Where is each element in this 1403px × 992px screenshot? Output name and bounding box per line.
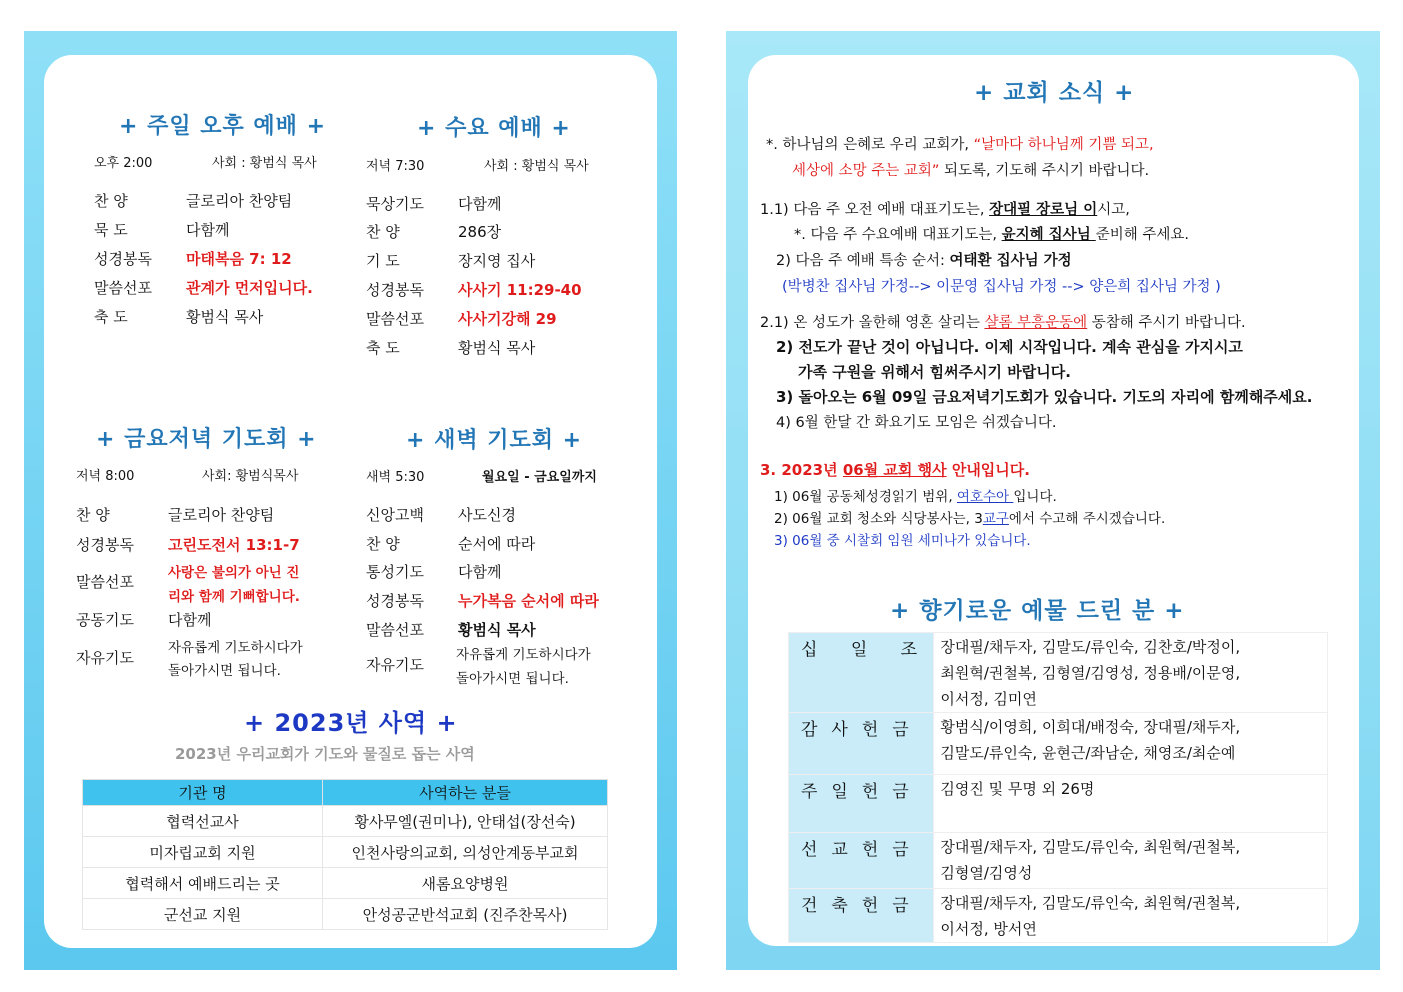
row-value: 마태복음 7: 12 (186, 250, 292, 268)
row-value: 누가복음 순서에 따라 (458, 592, 599, 610)
news-item: 4) 6월 한달 간 화요기도 모임은 쉬겠습니다. (776, 415, 1057, 431)
sunday-row (94, 219, 229, 240)
table-row (83, 868, 608, 899)
ministry-cell: 안성공군반석교회 (진주찬목사) (323, 899, 608, 930)
row-label: 자유기도 (76, 649, 134, 667)
offering-table (788, 632, 1328, 943)
wednesday-row (366, 279, 582, 300)
news-item: 가족 구원을 위해서 힘써주시기 바랍니다. (798, 363, 1071, 381)
news-item: (박병찬 집사님 가정--> 이문영 집사님 가정 --> 양은희 집사님 가정 ) (782, 279, 1221, 295)
news-text: 1.1) 다음 주 오전 예배 대표기도는, (760, 202, 990, 218)
news-text: 준비해 주세요. (1095, 227, 1190, 243)
news-name: 여태환 집사님 가정 (949, 253, 1072, 269)
offering-names (934, 633, 1328, 713)
wednesday-row (366, 221, 501, 242)
row-label: 기 도 (366, 252, 400, 270)
friday-sermon-line1: 사랑은 불의가 아닌 진 (168, 565, 300, 581)
right-page-frame (726, 31, 1380, 970)
friday-row (76, 534, 300, 555)
friday-prayer-host: 사회: 황범식목사 (202, 469, 299, 484)
friday-row (76, 609, 211, 630)
offering-category: 건축헌금 (789, 889, 934, 943)
dawn-prayer-days: 월요일 - 금요일까지 (482, 470, 597, 485)
row-label: 성경봉독 (366, 281, 424, 299)
news-title: + 교회 소식 + (974, 80, 1135, 106)
offering-line: 최원혁/권철복, 김형열/김영성, 정용배/이문영, (940, 664, 1241, 682)
news-text: 되도록, 기도해 주시기 바랍니다. (939, 163, 1150, 179)
friday-row (76, 571, 168, 592)
news-text: 1) 06월 공동체성경읽기 범위, (774, 489, 957, 505)
news-text: 에서 수고해 주시겠습니다. (1008, 511, 1166, 527)
news-item (776, 249, 1072, 270)
row-label: 자유기도 (366, 656, 424, 674)
row-value: 다함께 (458, 195, 502, 213)
event-heading (760, 459, 1030, 480)
sunday-service-time: 오후 2:00 (94, 156, 153, 171)
row-value: 다함께 (168, 611, 212, 629)
row-value: 사도신경 (458, 506, 516, 524)
row-label: 찬 양 (76, 506, 110, 524)
row-label: 신앙고백 (366, 506, 424, 524)
dawn-prayer-time: 새벽 5:30 (366, 470, 425, 485)
ministry-title: + 2023년 사역 + (244, 709, 458, 737)
dawn-row (366, 654, 458, 675)
table-row (789, 889, 1328, 943)
news-text: 2) 다음 주 예배 특송 순서: (776, 253, 950, 269)
news-text: 3. 2023년 (760, 461, 843, 479)
friday-row (76, 647, 168, 668)
row-label: 성경봉독 (366, 592, 424, 610)
news-text: *. 하나님의 은혜로 우리 교회가, (766, 137, 974, 153)
news-intro-line2 (792, 159, 1149, 180)
offering-title: + 향기로운 예물 드린 분 + (890, 598, 1185, 624)
offering-category: 선교헌금 (789, 833, 934, 889)
row-label: 찬 양 (94, 192, 128, 210)
offering-names (934, 713, 1328, 775)
wednesday-row (366, 337, 535, 358)
offering-line: 이서정, 방서연 (940, 920, 1037, 938)
left-page-frame (24, 31, 677, 970)
offering-line: 김영진 및 무명 외 26명 (940, 780, 1095, 798)
dawn-free-prayer-line2: 돌아가시면 됩니다. (456, 671, 569, 687)
ministry-cell: 황사무엘(권미나), 안태섭(장선숙) (323, 806, 608, 837)
row-value: 황범식 목사 (186, 308, 264, 326)
row-label: 말씀선포 (366, 310, 424, 328)
row-value: 사사기강해 29 (458, 310, 557, 328)
row-value: 순서에 따라 (458, 535, 536, 553)
row-value: 장지영 집사 (458, 252, 536, 270)
table-row (83, 837, 608, 868)
dawn-prayer-title: + 새벽 기도회 + (406, 428, 583, 453)
sunday-row (94, 277, 313, 298)
ministry-cell: 군선교 지원 (83, 899, 323, 930)
event-item: 3) 06월 중 시찰회 임원 세미나가 있습니다. (774, 533, 1031, 549)
table-row (789, 775, 1328, 833)
news-item: 2) 전도가 끝난 것이 아닙니다. 이제 시작입니다. 계속 관심을 가지시고 (776, 338, 1243, 356)
wednesday-service-time: 저녁 7:30 (366, 159, 425, 174)
dawn-row (366, 533, 535, 554)
news-text: 2.1) 온 성도가 올한해 영혼 살리는 (760, 315, 985, 331)
news-intro-line1 (766, 133, 1154, 154)
ministry-table-header (83, 780, 608, 806)
news-highlight: 06월 교회 행사 (842, 461, 947, 479)
table-row (789, 713, 1328, 775)
dawn-row (366, 561, 501, 582)
ministry-cell: 인천사랑의교회, 의성안계동부교회 (323, 837, 608, 868)
news-text: *. 다음 주 수요예배 대표기도는, (794, 227, 1002, 243)
right-page-card (748, 55, 1359, 946)
offering-line: 장대필/채두자, 김말도/류인숙, 김찬호/박정이, (940, 638, 1241, 656)
row-value: 황범식 목사 (458, 339, 536, 357)
news-highlight: 여호수아 (956, 489, 1014, 505)
news-text: 동참해 주시기 바랍니다. (1087, 315, 1246, 331)
ministry-cell: 새롬요양병원 (323, 868, 608, 899)
dawn-free-prayer-line1: 자유롭게 기도하시다가 (456, 647, 591, 663)
news-text: 시고, (1097, 202, 1130, 218)
ministry-header-people: 사역하는 분들 (323, 780, 608, 806)
dawn-row (366, 619, 536, 640)
table-row (83, 899, 608, 930)
row-value: 글로리아 찬양팀 (186, 192, 293, 210)
offering-line: 이서정, 김미연 (940, 690, 1037, 708)
left-page-card (44, 55, 657, 948)
row-label: 묵 도 (94, 221, 128, 239)
offering-category: 십 일 조 (789, 633, 934, 713)
row-value: 관계가 먼저입니다. (186, 279, 313, 297)
news-highlight: 교구 (982, 511, 1009, 527)
row-value: 다함께 (458, 563, 502, 581)
news-quote: 세상에 소망 주는 교회” (792, 163, 940, 179)
wednesday-service-title: + 수요 예배 + (417, 116, 571, 141)
news-text: 입니다. (1013, 489, 1057, 505)
dawn-row (366, 504, 516, 525)
dawn-row (366, 590, 599, 611)
offering-line: 장대필/채두자, 김말도/류인숙, 최원혁/권철복, (940, 894, 1241, 912)
wednesday-row (366, 250, 535, 271)
row-label: 말씀선포 (94, 279, 152, 297)
news-name: 윤지혜 집사님 (1001, 227, 1096, 243)
table-row (789, 633, 1328, 713)
friday-prayer-time: 저녁 8:00 (76, 469, 135, 484)
table-row (83, 806, 608, 837)
news-text: 안내입니다. (946, 461, 1030, 479)
event-item (774, 485, 1057, 505)
event-item (774, 507, 1165, 527)
ministry-table (82, 779, 608, 930)
ministry-subtitle: 2023년 우리교회가 기도와 물질로 돕는 사역 (175, 745, 475, 763)
offering-names (934, 833, 1328, 889)
wednesday-row (366, 308, 557, 329)
row-label: 찬 양 (366, 223, 400, 241)
sunday-row (94, 248, 292, 269)
row-label: 통성기도 (366, 563, 424, 581)
friday-prayer-title: + 금요저녁 기도회 + (96, 427, 317, 452)
friday-row (76, 504, 274, 525)
sunday-row (94, 306, 263, 327)
news-name: 장대필 장로님 이 (989, 202, 1098, 218)
row-value: 황범식 목사 (458, 621, 536, 639)
row-value: 다함께 (186, 221, 230, 239)
ministry-cell: 협력선교사 (83, 806, 323, 837)
row-label: 찬 양 (366, 535, 400, 553)
news-text: 2) 06월 교회 청소와 식당봉사는, 3 (774, 511, 983, 527)
offering-category: 감사헌금 (789, 713, 934, 775)
row-label: 성경봉독 (94, 250, 152, 268)
row-label: 말씀선포 (366, 621, 424, 639)
offering-line: 장대필/채두자, 김말도/류인숙, 최원혁/권철복, (940, 838, 1241, 856)
row-label: 축 도 (366, 339, 400, 357)
wednesday-service-host: 사회 : 황범식 목사 (484, 159, 589, 174)
row-label: 축 도 (94, 308, 128, 326)
row-value: 글로리아 찬양팀 (168, 506, 275, 524)
row-value: 고린도전서 13:1-7 (168, 536, 300, 554)
friday-free-prayer-line2: 돌아가시면 됩니다. (168, 663, 281, 679)
news-highlight: 샬롬 부흥운동에 (984, 315, 1088, 331)
news-quote: “날마다 하나님께 기쁨 되고, (973, 137, 1154, 153)
sunday-service-title: + 주일 오후 예배 + (119, 114, 327, 139)
ministry-cell: 협력해서 예배드리는 곳 (83, 868, 323, 899)
offering-line: 김말도/류인숙, 윤현근/좌남순, 채영조/최순예 (940, 744, 1236, 762)
offering-names (934, 775, 1328, 833)
news-item: 3) 돌아오는 6월 09일 금요저녁기도회가 있습니다. 기도의 자리에 함께해주세요. (776, 388, 1313, 406)
row-value: 286장 (458, 223, 502, 241)
offering-names (934, 889, 1328, 943)
news-item (794, 223, 1189, 244)
row-label: 묵상기도 (366, 195, 424, 213)
offering-category: 주일헌금 (789, 775, 934, 833)
offering-line: 황범식/이영희, 이희대/배정숙, 장대필/채두자, (940, 718, 1241, 736)
row-label: 말씀선포 (76, 573, 134, 591)
row-label: 성경봉독 (76, 536, 134, 554)
sunday-row (94, 190, 292, 211)
ministry-cell: 미자립교회 지원 (83, 837, 323, 868)
news-item (760, 198, 1130, 219)
row-label: 공동기도 (76, 611, 134, 629)
wednesday-row (366, 193, 501, 214)
friday-free-prayer-line1: 자유롭게 기도하시다가 (168, 640, 303, 656)
row-value: 사사기 11:29-40 (458, 281, 582, 299)
offering-line: 김형열/김영성 (940, 864, 1033, 882)
news-item (760, 311, 1246, 332)
ministry-header-org: 기관 명 (83, 780, 323, 806)
friday-sermon-line2: 리와 함께 기뻐합니다. (168, 589, 300, 605)
sunday-service-host: 사회 : 황범식 목사 (212, 156, 317, 171)
table-row (789, 833, 1328, 889)
